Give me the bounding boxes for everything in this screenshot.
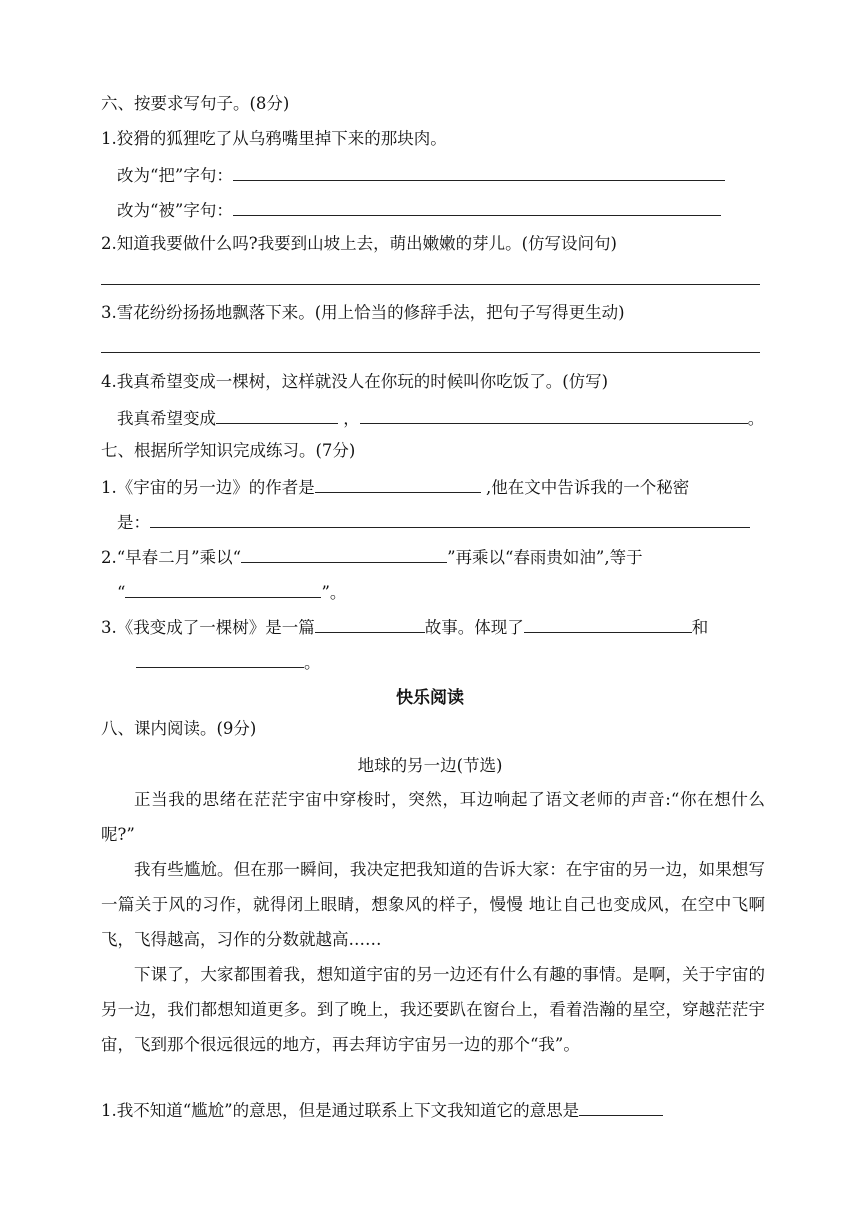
section-7-heading: 七、根据所学知识完成练习。(7分): [101, 441, 356, 460]
s6-q2-answer-line[interactable]: [101, 284, 760, 285]
s7-q2-text-d: ”。: [321, 583, 347, 602]
story-title: 地球的另一边(节选): [357, 756, 503, 775]
s6-q1-bei-label: 改为“被”字句：: [117, 201, 233, 220]
s7-q2-row: [101, 544, 643, 570]
story-paragraph-3: 下课了，大家都围着我，想知道宇宙的另一边还有什么有趣的事情。是啊，关于宇宙的另一边，我们都想知道更多。到了晚上，我还要趴在窗台上，看着浩瀚的星空，穿越茫茫宇宙，飞到那个很远很远的地方，再去拜访宇宙另一边的那个“我”。: [101, 965, 765, 1054]
s6-question-2: 2.知道我要做什么吗?我要到山坡上去，萌出嫩嫩的芽儿。(仿写设问句): [101, 234, 617, 253]
s7-q1-secret-row: [117, 509, 750, 535]
s6-q4-end: 。: [747, 409, 765, 428]
s7-q2-answer-row: [117, 579, 346, 605]
section-6-heading: 六、按要求写句子。(8分): [101, 94, 290, 113]
s8-q1-answer-blank[interactable]: [579, 1097, 663, 1116]
s7-q2-text-a: 2.“早春二月”乘以“: [101, 548, 242, 567]
s8-question-1: 1.我不知道“尴尬”的意思，但是通过联系上下文我知道它的意思是: [101, 1101, 580, 1120]
s7-q3-answer-row: [136, 649, 321, 675]
s6-q4-row: [117, 405, 764, 431]
s6-q4-blank-2[interactable]: [360, 405, 748, 424]
s7-q3-blank-3[interactable]: [136, 649, 304, 668]
story-paragraph-2: 我有些尴尬。但在那一瞬间，我决定把我知道的告诉大家：在宇宙的另一边，如果想写一篇关于风的习作，就得闭上眼睛，想象风的样子，慢慢 地让自己也变成风，在空中飞啊飞，飞得越高，习作的分数就越高……: [101, 860, 765, 949]
s7-q2-blank-2[interactable]: [125, 579, 321, 598]
s6-question-3: 3.雪花纷纷扬扬地飘落下来。(用上恰当的修辞手法，把句子写得更生动): [101, 303, 625, 322]
reading-section-title: 快乐阅读: [396, 688, 464, 708]
s6-q1-bei-answer-blank[interactable]: [233, 197, 721, 216]
s7-q3-text-a: 3.《我变成了一棵树》是一篇: [101, 618, 315, 637]
s7-q1-text-c: 是：: [117, 513, 150, 532]
s6-q3-answer-line[interactable]: [101, 352, 760, 353]
s6-question-4: 4.我真希望变成一棵树，这样就没人在你玩的时候叫你吃饭了。(仿写): [101, 372, 609, 391]
s6-question-1: 1.狡猾的狐狸吃了从乌鸦嘴里掉下来的那块肉。: [101, 129, 447, 148]
s7-q1-author-blank[interactable]: [315, 474, 481, 493]
s7-q2-text-b: ”再乘以“春雨贵如油”,等于: [447, 548, 643, 567]
s6-q1-ba-label: 改为“把”字句：: [117, 166, 233, 185]
s6-q1-bei-row: [117, 197, 721, 223]
s7-q1-text-b: ,他在文中告诉我的一个秘密: [486, 478, 690, 497]
s7-q2-text-c: “: [117, 583, 126, 602]
s7-q1-text-a: 1.《宇宙的另一边》的作者是: [101, 478, 315, 497]
s7-q3-text-d: 。: [304, 653, 321, 672]
s7-q1-row: [101, 474, 689, 500]
s7-q3-genre-blank[interactable]: [315, 614, 425, 633]
section-8-heading: 八、课内阅读。(9分): [101, 719, 257, 738]
s7-q3-blank-2[interactable]: [524, 614, 692, 633]
s6-q4-comma: ，: [343, 409, 360, 428]
s7-q3-text-c: 和: [691, 618, 709, 637]
s7-q3-row: [101, 614, 708, 640]
s6-q4-start: 我真希望变成: [117, 409, 216, 428]
s6-q1-ba-row: [117, 162, 725, 188]
s6-q1-ba-answer-blank[interactable]: [233, 162, 725, 181]
s6-q4-blank-1[interactable]: [216, 405, 338, 424]
story-paragraph-1: 正当我的思绪在茫茫宇宙中穿梭时，突然，耳边响起了语文老师的声音:“你在想什么呢?”: [101, 790, 765, 844]
s7-q2-blank-1[interactable]: [241, 544, 447, 563]
s8-q1-row: [101, 1097, 663, 1123]
s7-q1-secret-blank[interactable]: [150, 509, 750, 528]
s7-q3-text-b: 故事。体现了: [424, 618, 524, 637]
